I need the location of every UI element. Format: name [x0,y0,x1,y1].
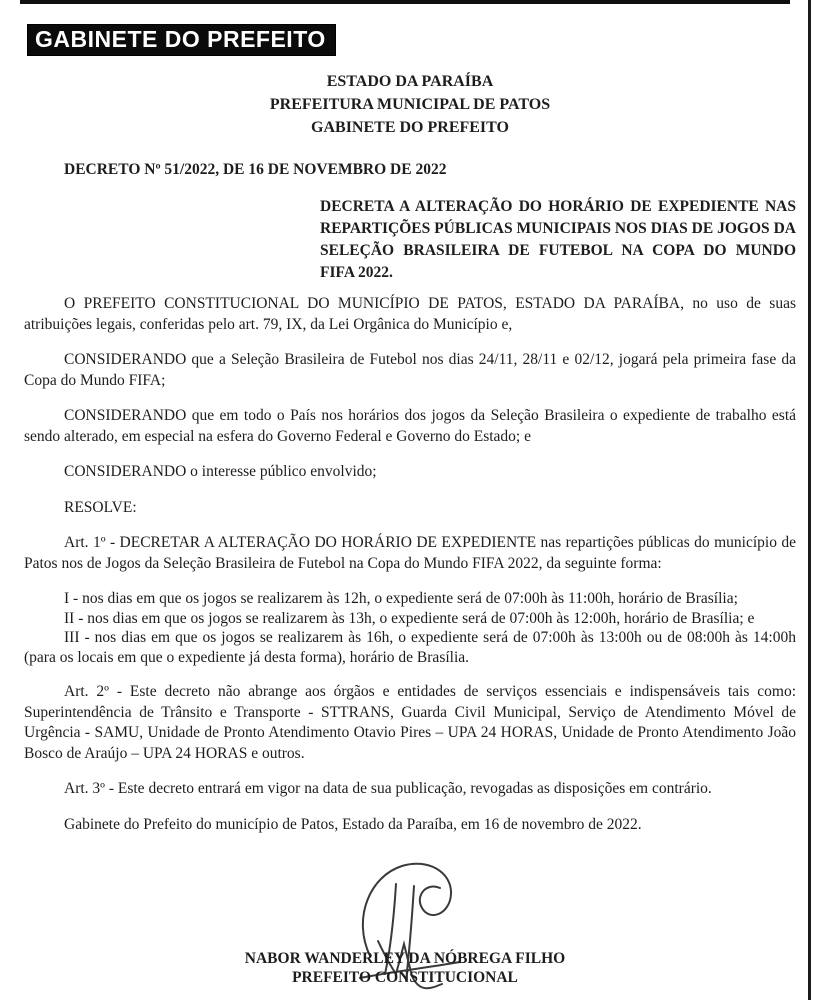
letterhead-office: GABINETE DO PREFEITO [311,119,509,136]
decree-body [24,294,796,835]
article-1-paragraph: Art. 1º - DECRETAR A ALTERAÇÃO DO HORÁRIO DE EXPEDIENTE nas repartições públicas do município de Patos nos de Jogos da Seleção Brasileira de Futebol na Copa do Mundo FIFA 2022, da seguinte forma: [24,534,796,572]
decree-summary: DECRETA A ALTERAÇÃO DO HORÁRIO DE EXPEDIENTE NAS REPARTIÇÕES PÚBLICAS MUNICIPAIS NOS DIAS DE JOGOS DA SELEÇÃO BRASILEIRA DE FUTEBOL NA COPA DO MUNDO FIFA 2022. [320,198,796,281]
considerando-paragraph-3: CONSIDERANDO o interesse público envolvido; [64,463,377,480]
item-iii: III - nos dias em que os jogos se realizarem às 16h, o expediente será de 07:00h às 13:00h ou de 08:00h às 14:00h (para os locais em que o expediente já desta forma), horário de Brasília. [24,629,796,666]
item-i: I - nos dias em que os jogos se realizarem às 12h, o expediente será de 07:00h às 11:00h, horário de Brasília; [64,590,738,607]
right-border-line [808,0,811,1000]
document-content [24,70,796,850]
letterhead-state: ESTADO DA PARAÍBA [326,73,494,90]
signature-block [0,949,810,987]
article-1-items [24,589,796,667]
item-ii: II - nos dias em que os jogos se realizarem às 13h, o expediente será de 07:00h às 12:00h, horário de Brasília; e [64,609,755,627]
top-border-line [20,0,790,4]
preamble-paragraph: O PREFEITO CONSTITUCIONAL DO MUNICÍPIO DE PATOS, ESTADO DA PARAÍBA, no uso de suas atribuições legais, conferidas pelo art. 79, IX, da Lei Orgânica do Município e, [24,295,796,333]
article-2-paragraph: Art. 2º - Este decreto não abrange aos órgãos e entidades de serviços essenciais e indispensáveis tais como: Superintendência de Trânsito e Transporte - STTRANS, Guarda Civil Municipal, Serviço de Atendimento Móvel de Urgência - SAMU, Unidade de Pronto Atendimento Otavio Pires – UPA 24 HORAS, Unidade de Pronto Atendimento João Bosco de Araújo – UPA 24 HORAS e outros. [24,683,796,762]
decree-title: DECRETO Nº 51/2022, DE 16 DE NOVEMBRO DE 2022 [64,161,447,178]
letterhead [24,70,796,139]
signatory-title: PREFEITO CONSTITUCIONAL [292,969,518,986]
letterhead-municipality: PREFEITURA MUNICIPAL DE PATOS [269,96,551,113]
resolve-line: RESOLVE: [64,498,137,516]
considerando-paragraph-1: CONSIDERANDO que a Seleção Brasileira de Futebol nos dias 24/11, 28/11 e 02/12, jogará pela primeira fase da Copa do Mundo FIFA; [24,351,796,389]
closing-line: Gabinete do Prefeito do município de Patos, Estado da Paraíba, em 16 de novembro de 2022. [64,815,642,833]
section-banner: GABINETE DO PREFEITO [27,24,336,56]
considerando-paragraph-2: CONSIDERANDO que em todo o País nos horários dos jogos da Seleção Brasileira o expediente de trabalho está sendo alterado, em especial na esfera do Governo Federal e Governo do Estado; e [24,407,796,445]
article-3-paragraph: Art. 3º - Este decreto entrará em vigor na data de sua publicação, revogadas as disposições em contrário. [64,780,712,797]
signatory-name: NABOR WANDERLEY DA NÓBREGA FILHO [244,950,566,967]
